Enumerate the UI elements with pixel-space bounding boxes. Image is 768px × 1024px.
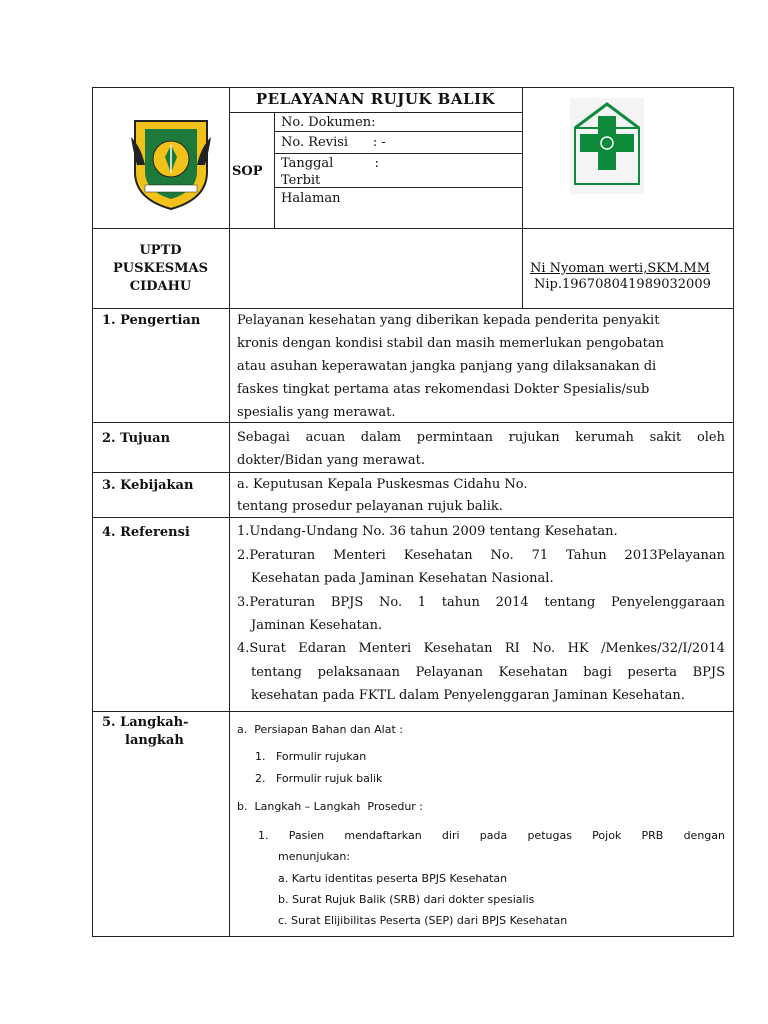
section-label-langkah-2: langkah [125, 733, 184, 748]
border-top [92, 87, 734, 88]
terbit-label: Terbit [281, 173, 321, 188]
referensi-line: 3.Peraturan BPJS No. 1 tahun 2014 tentang Penyelenggaraan [237, 595, 725, 610]
langkah-b-1-b: b. Surat Rujuk Balik (SRB) dari dokter spesialis [278, 893, 535, 906]
section-label-kebijakan: 3. Kebijakan [102, 478, 194, 493]
langkah-a-1: 1. Formulir rujukan [255, 750, 367, 763]
tanggal-label: Tanggal : [281, 156, 380, 171]
no-dokumen-label: No. Dokumen: [281, 115, 376, 130]
langkah-a: a. Persiapan Bahan dan Alat : [237, 723, 403, 736]
no-revisi-label: No. Revisi : - [281, 135, 386, 150]
section-label-langkah-1: 5. Langkah- [102, 715, 189, 730]
border-bottom [92, 936, 734, 937]
regency-crest-logo [131, 117, 211, 212]
border-right [733, 87, 734, 937]
signer-name: Ni Nyoman werti,SKM.MM [530, 261, 711, 276]
tujuan-line: dokter/Bidan yang merawat. [237, 453, 425, 468]
border-left [92, 87, 93, 937]
pengertian-line: kronis dengan kondisi stabil dan masih memerlukan pengobatan [237, 336, 665, 351]
langkah-b-1-a: a. Kartu identitas peserta BPJS Kesehatan [278, 872, 508, 885]
referensi-line: 4.Surat Edaran Menteri Kesehatan RI No. HK /Menkes/32/I/2014 [237, 641, 725, 656]
referensi-line: 2.Peraturan Menteri Kesehatan No. 71 Tahun 2013Pelayanan [237, 548, 725, 563]
langkah-a-2: 2. Formulir rujuk balik [255, 772, 383, 785]
tujuan-line: Sebagai acuan dalam permintaan rujukan kerumah sakit oleh [237, 430, 725, 445]
pengertian-line: Pelayanan kesehatan yang diberikan kepada penderita penyakit [237, 313, 660, 328]
org-line-2: PUSKESMAS [113, 261, 208, 276]
langkah-b-1-cont: menunjukan: [278, 850, 351, 863]
halaman-label: Halaman [281, 191, 341, 206]
sop-label: SOP [232, 164, 263, 179]
langkah-b-1-c: c. Surat Elijibilitas Peserta (SEP) dari BPJS Kesehatan [278, 914, 568, 927]
org-line-1: UPTD [139, 243, 182, 258]
org-line-3: CIDAHU [129, 279, 192, 294]
sop-document [92, 87, 734, 937]
document-title: PELAYANAN RUJUK BALIK [255, 90, 496, 108]
referensi-line: Jaminan Kesehatan. [251, 618, 383, 633]
referensi-line: Kesehatan pada Jaminan Kesehatan Nasional. [251, 571, 554, 586]
section-label-tujuan: 2. Tujuan [102, 431, 171, 446]
referensi-line: kesehatan pada FKTL dalam Penyelenggaran Jaminan Kesehatan. [251, 688, 685, 703]
referensi-line: tentang pelaksanaan Pelayanan Kesehatan bagi peserta BPJS [251, 665, 725, 680]
signer-nip: Nip.196708041989032009 [534, 277, 711, 292]
pengertian-line: faskes tingkat pertama atas rekomendasi Dokter Spesialis/sub [237, 382, 650, 397]
section-label-pengertian: 1. Pengertian [102, 313, 201, 328]
pengertian-line: atau asuhan keperawatan jangka panjang yang dilaksanakan di [237, 359, 657, 374]
langkah-b: b. Langkah – Langkah Prosedur : [237, 800, 424, 813]
langkah-b-1: 1. Pasien mendaftarkan diri pada petugas Pojok PRB dengan [258, 829, 725, 842]
kebijakan-line: a. Keputusan Kepala Puskesmas Cidahu No. [237, 477, 528, 492]
referensi-line: 1.Undang-Undang No. 36 tahun 2009 tentang Kesehatan. [237, 524, 618, 539]
section-label-referensi: 4. Referensi [102, 525, 190, 540]
pengertian-line: spesialis yang merawat. [237, 405, 396, 420]
puskesmas-logo [570, 98, 644, 194]
kebijakan-line: tentang prosedur pelayanan rujuk balik. [237, 499, 503, 514]
